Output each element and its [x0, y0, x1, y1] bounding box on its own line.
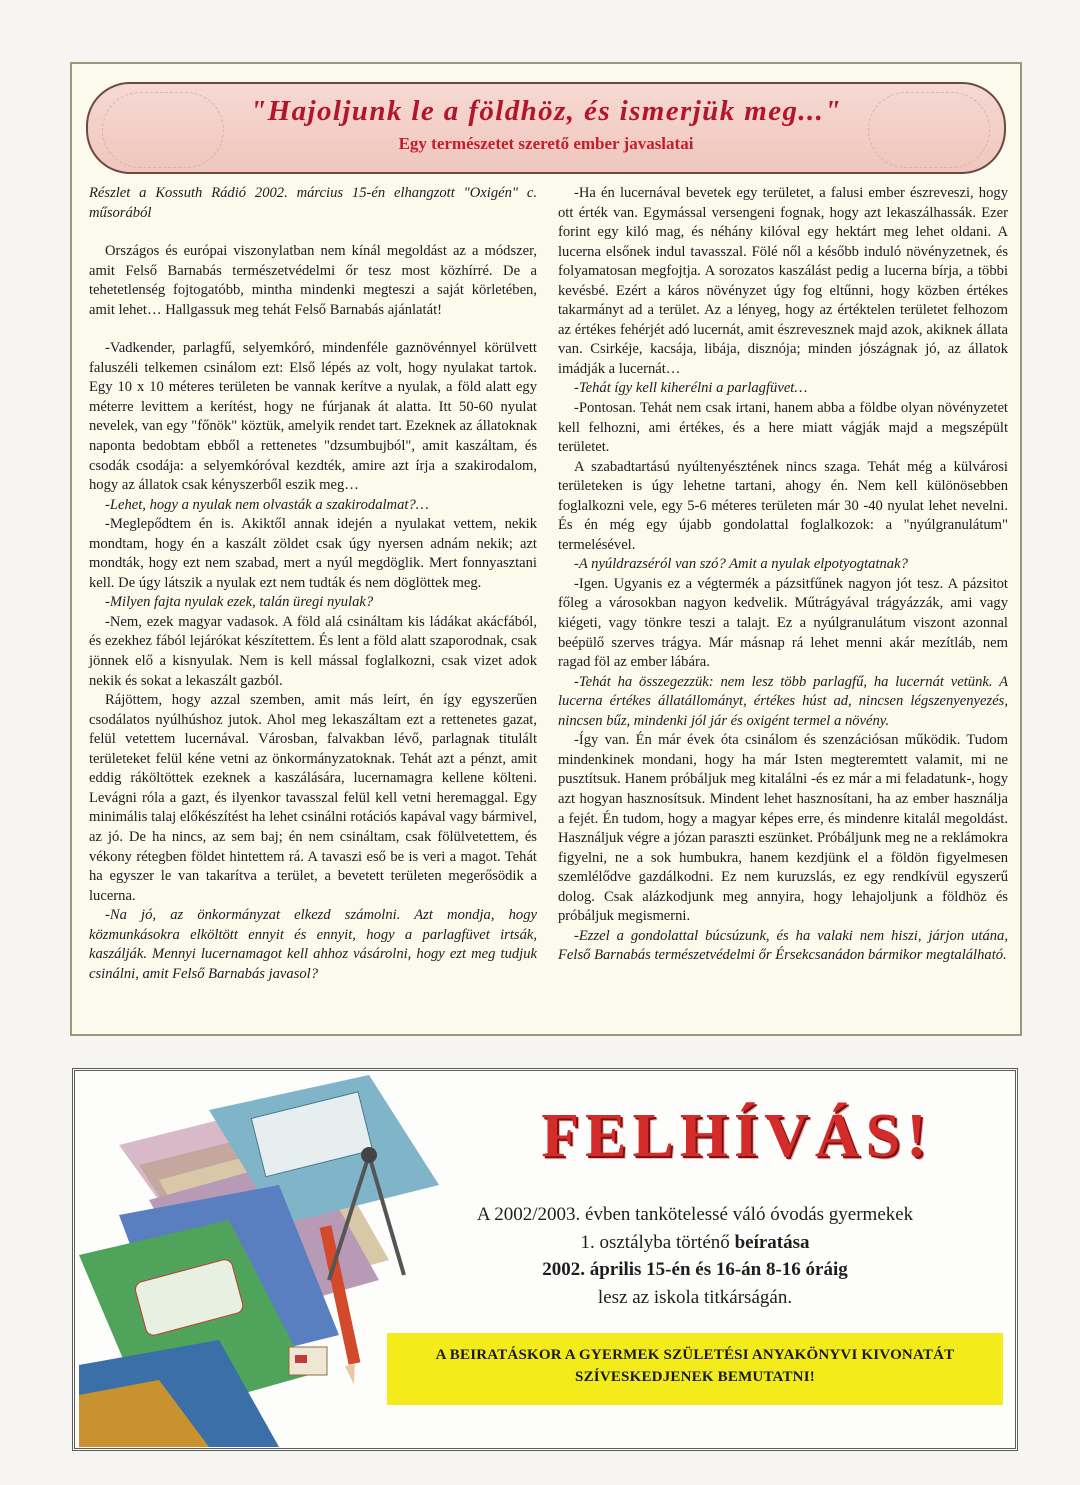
article-subtitle: Egy természetet szerető ember javaslatai: [398, 134, 694, 153]
paragraph: -Ha én lucernával bevetek egy területet, a falusi ember észreveszi, hogy ott érték van. Egymással versengeni fognak, hogy azt lekaszálhassák. Ezer forint egy kiló mag, és néhány kilóval egy hektárt meg lehet oldani. A lucerna elsőnek indul tavasszal. Fölé nől a később induló növényzetnek, és folyamatosan megfojtja. A sorozatos kaszálást pedig a lucerna bírja, a többi kevésbé. Ezért a káros növényzet úgy fog eltűnni, hogy közben értékes takarmányt ad a terület. Az a lényeg, hogy az értéktelen területet felhozom az értékes fehérjét adó lucernát, amit észrevesznek majd azok, akiknek állata van. Csirkéje, kacsája, libája, disznója; minden jószágnak jó, az állatok imádják a lucernát…: [558, 185, 1008, 377]
enrollment-announcement: [72, 1068, 1018, 1451]
paragraph: -Pontosan. Tehát nem csak irtani, hanem abba a földbe olyan növényzetet kell felhozni, ami értékes, és a here miatt vágják majd a megszépült területet.: [558, 400, 1008, 456]
paragraph: A szabadtartású nyúltenyésztének nincs szaga. Tehát még a külvárosi területeken is úgy lehetne tartani, ahogy én. Nem kell különösebben foglalkozni vele, egy 5-6 méteres területen már 30 -40 nyulat lehet nevelni. És én még egy újabb gondolattal foglalkozok: a "nyúlgranulátum" termelésével.: [558, 458, 1008, 553]
paragraph: Rájöttem, hogy azzal szemben, amit más leírt, én így egyszerűen csodálatos nyúlhúshoz jutok. Ahol meg lekaszáltam ezt a rettenetes gazat, felül vetettem lucernával. Városban, falvakban lévő, parlagnak titulált területeket felül kéne vetni az önkormányzatoknak. Tehát azt a pénzt, amit eddig ráköltöttek ezeknek a kaszálására, lucernamagra kellene költeni. Levágni róla a gazt, és ilyenkor tavasszal felül kell vetni heremaggal. Egy minimális talaj előkészítést ha lehet csinálni rotációs kapával vagy bármivel, az jó. De ha nincs, az sem baj; én nem csináltam, csak fölülvetettem, és vékony rétegben földet hintettem rá. A tavaszi eső be is veri a magot. Tehát ha egyszer le van takarítva a terület, a bevetett területen megerősödik a lucerna.: [89, 692, 537, 904]
left-column: [89, 184, 537, 984]
question: -Tehát ha összegezzük: nem lesz több parlagfű, ha lucernát vetünk. A lucerna értékes állatállományt, értékes húst ad, nincsen légszenyenyezés, nincsen bűz, mindenki jól jár és oxigént termel a növény.: [558, 673, 1008, 729]
paragraph: -Vadkender, parlagfű, selyemkóró, mindenféle gaznövénnyel körülvett faluszéli telkemen csinálom ezt: Első lépés az volt, hogy nyulakat tartok. Egy 10 x 10 méteres területen be vannak kerítve a nyulak, a föld alatt egy méterre levittem a kerítést, hogy ne fúrjanak át alatta. Itt 50-60 nyulat nevelek, van egy "főnök" köztük, amelyik rendet tart. Ezeknek az állatoknak naponta bedobtam ebből a rettenetes "dzsumbujból", amit kaszáltam, és csodák csodája: a selyemkóróval kezdték, amire azt írja a szakirodalom, hogy az állatok csak kényszerből eszik meg…: [89, 340, 537, 494]
paragraph: -Igen. Ugyanis ez a végtermék a pázsitfűnek nagyon jót tesz. A pázsitot főleg a városokban nagyon kedvelik. Műtrágyával trágyázzák, ami vagy kiégeti, vagy tönkre teszi a talajt. Ez a nyúlgranulátum viszont azonnal beépülő szerves trágya. Már másnap rá lehet menni akár mezítláb, nem ragad föl az ember lábára.: [558, 575, 1008, 671]
paragraph: -Nem, ezek magyar vadasok. A föld alá csináltam kis ládákat akácfából, és ezekhez fából lejárókat készítettem. És lent a föld alatt szaporodnak, csak jönnek elő a kisnyulak. Nem is kell mással foglalkozni, csak vizet adok nekik és sokat a lekaszált gazból.: [89, 613, 537, 689]
article-box: [70, 62, 1022, 1036]
question: -Na jó, az önkormányzat elkezd számolni. Azt mondja, hogy közmunkásokra elköltött ennyit és ennyit, hogy a parlagfüvet irtsák, kaszálják. Mennyi lucernamagot kell ahhoz vásárolni, hogy ezt meg tudjuk csinálni, amit Felső Barnabás javasol?: [89, 907, 537, 982]
article-title: "Hajoljunk le a földhöz, és ismerjük meg...": [250, 95, 842, 127]
paragraph: -Meglepődtem én is. Akiktől annak idején a nyulakat vettem, nekik mondtam, hogy én a kaszált zöldet csak úgy nyersen adnám nekik; azt mondták, hogy ezt nem szabad, mert a nyúl megdöglik. Mert fonnyasztani kell. De úgy látszik a nyulak ezt nem tudták és nem döglöttek meg.: [89, 516, 537, 591]
question: -A nyúldrazséról van szó? Amit a nyulak elpotyogtatnak?: [574, 556, 908, 573]
question: -Lehet, hogy a nyulak nem olvasták a szakirodalmat?…: [105, 496, 429, 513]
announcement-date: 2002. április 15-én és 16-án 8-16 óráig: [542, 1259, 848, 1280]
yellow-notice: [387, 1333, 1003, 1405]
article-banner: [86, 82, 1006, 174]
announcement-title: FELHÍVÁS!: [541, 1102, 933, 1170]
paragraph: Országos és európai viszonylatban nem kínál megoldást az a módszer, amit Felső Barnabás természetvédelmi őr tesz most közhírré. De a tehetetlenség fojtogatóbb, mintha mindenki megteszi a saját körletében, amit lehet… Hallgassuk meg tehát Felső Barnabás ajánlatát!: [89, 243, 537, 318]
question: -Tehát így kell kiherélni a parlagfüvet…: [574, 380, 808, 397]
paragraph: -Így van. Én már évek óta csinálom és szenzációsan működik. Tudom mindenkinek mondani, hogy ha már Isten megteremtett valamit, mi ne pusztítsuk. Hanem próbáljuk meg kitalálni -és ez már a mi feladatunk-, hogy azt hogyan hasznosítsuk. Mindent lehet hasznosítani, ha az ember használja a fejét. Én tudom, hogy a magyar képes erre, és mindenre kitalál megoldást. Használjuk végre a józan paraszti eszünket. Próbáljunk meg ne a reklámokra figyelni, ne a sok humbukra, hanem kezdjünk el a földön figyelmesen szemlélődve gazdálkodni. Ez nem kuruzslás, ez egy rendkívül egyszerű dolog. Csak alázkodjunk meg annyira, hogy lehajoljunk a földhöz és próbáljuk megismerni.: [558, 732, 1008, 925]
announcement-line: lesz az iskola titkárságán.: [597, 1286, 793, 1308]
announcement-line-text: 1. osztályba történő: [580, 1231, 735, 1253]
announcement-body: [425, 1201, 965, 1311]
question: -Milyen fajta nyulak ezek, talán üregi nyulak?: [105, 594, 374, 611]
announcement-line: [425, 1229, 965, 1257]
right-column: [558, 184, 1008, 966]
sharpener-icon: [289, 1347, 327, 1375]
closing-note: -Ezzel a gondolattal búcsúzunk, és ha valaki nem hiszi, járjon utána, Felső Barnabás természetvédelmi őr Érsekcsanádon bármikor megtalálható.: [558, 927, 1008, 964]
announcement-line: A 2002/2003. évben tankötelessé váló óvodás gyermekek: [476, 1204, 914, 1225]
notice-line: SZÍVESKEDJENEK BEMUTATNI!: [575, 1369, 815, 1385]
source-note: Részlet a Kossuth Rádió 2002. március 15-én elhangzott "Oxigén" c. műsorából: [89, 185, 537, 221]
announcement-line-bold: beíratása: [734, 1231, 810, 1253]
notice-line: A BEIRATÁSKOR A GYERMEK SZÜLETÉSI ANYAKÖNYVI KIVONATÁT: [435, 1347, 955, 1363]
